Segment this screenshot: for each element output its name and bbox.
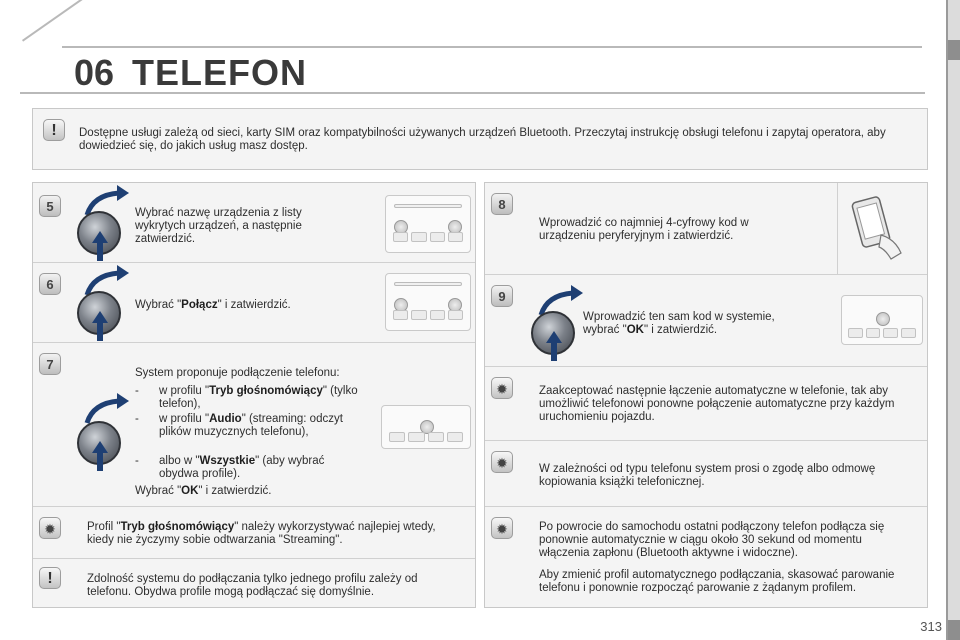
step-7-lead: System proponuje podłączenie telefonu:	[135, 367, 340, 379]
warning-icon: !	[43, 119, 65, 141]
confirm-post: " i zatwierdzić.	[198, 485, 272, 497]
header-diagonal-line	[22, 0, 89, 42]
item-1-pre: w profilu "	[159, 385, 210, 397]
tip-auto-accept-text: Zaakceptować następnie łączenie automatyczne w telefonie, tak aby umożliwić telefonowi ponowne połączenie automatyczne przy każdym uruchomieniu pojazdu.	[539, 385, 895, 423]
step-badge: 6	[39, 273, 61, 295]
step-6-text	[135, 299, 365, 312]
press-arrow-icon	[91, 311, 109, 341]
side-tab-band	[948, 620, 960, 640]
bullet-dash: -	[135, 385, 139, 397]
tip-phonebook-text: W zależności od typu telefonu system prosi o zgodę albo odmowę kopiowania książki telefonicznej.	[539, 463, 876, 488]
press-arrow-icon	[545, 331, 563, 361]
chapter-side-tab	[946, 0, 960, 640]
step-7	[33, 343, 475, 507]
warning-single-profile	[33, 559, 475, 607]
tip-reconnect	[485, 507, 927, 607]
step-5-text: Wybrać nazwę urządzenia z listy wykrytych urządzeń, a następnie zatwierdzić.	[135, 207, 302, 245]
item-2-post: " (streaming: odczyt plików muzycznych telefonu),	[159, 413, 343, 438]
press-arrow-icon	[91, 231, 109, 261]
right-column	[484, 182, 928, 608]
item-2-bold: Audio	[209, 413, 242, 425]
bullet-dash: -	[135, 455, 139, 467]
step-7-confirm	[135, 485, 375, 498]
radio-unit-image	[385, 195, 471, 253]
tip-profile-pre: Profil "	[87, 521, 121, 533]
step-9-text-pre: Wprowadzić ten sam kod w systemie, wybrać "	[583, 311, 775, 336]
step-badge: 8	[491, 193, 513, 215]
confirm-pre: Wybrać "	[135, 485, 182, 497]
chapter-title: TELEFON	[132, 52, 307, 93]
step-6-text-bold: Połącz	[181, 299, 218, 311]
tip-icon: ✹	[39, 517, 61, 539]
page-number: 313	[920, 619, 942, 634]
chapter-number: 06	[74, 52, 115, 93]
side-tab-band	[948, 40, 960, 60]
item-3-bold: Wszystkie	[199, 455, 256, 467]
column-divider	[837, 183, 838, 275]
step-badge: 5	[39, 195, 61, 217]
tip-profile-post: " należy wykorzystywać najlepiej wtedy, kiedy nie życzymy sobie odtwarzania "Streaming".	[87, 521, 436, 546]
radio-unit-image	[385, 273, 471, 331]
step-5	[33, 183, 475, 263]
step-9-text-post: " i zatwierdzić.	[643, 324, 718, 336]
step-7-item-1	[159, 385, 379, 411]
item-3-post: " (aby wybrać obydwa profile).	[159, 455, 325, 480]
item-3-pre: albo w "	[159, 455, 200, 467]
control-panel-image	[381, 405, 471, 449]
step-8-text: Wprowadzić co najmniej 4-cyfrowy kod w urządzeniu peryferyjnym i zatwierdzić.	[539, 217, 749, 242]
press-arrow-icon	[91, 441, 109, 471]
step-9-text	[583, 311, 813, 337]
warning-single-profile-text: Zdolność systemu do podłączania tylko jednego profilu zależy od telefonu. Obydwa profile mogą podłączać się domyślnie.	[87, 573, 418, 598]
step-badge: 7	[39, 353, 61, 375]
control-panel-image	[841, 295, 923, 345]
item-1-post: " (tylko telefon),	[159, 385, 358, 410]
tip-profile	[33, 507, 475, 559]
tip-profile-text	[87, 521, 457, 547]
step-9	[485, 275, 927, 367]
item-1-bold: Tryb głośnomówiący	[209, 385, 323, 397]
tip-icon: ✹	[491, 517, 513, 539]
step-6-text-post: " i zatwierdzić.	[217, 299, 291, 311]
intro-notice-box	[32, 108, 928, 170]
step-6	[33, 263, 475, 343]
bullet-dash: -	[135, 413, 139, 425]
tip-phonebook	[485, 441, 927, 507]
tip-profile-bold: Tryb głośnomówiący	[120, 521, 235, 533]
tip-icon: ✹	[491, 451, 513, 473]
step-badge: 9	[491, 285, 513, 307]
smartphone-icon	[851, 195, 911, 261]
step-9-text-bold: OK	[626, 324, 644, 336]
warning-icon: !	[39, 567, 61, 589]
tip-reconnect-text-1: Po powrocie do samochodu ostatni podłączony telefon podłącza się ponownie automatycznie w ciągu około 30 sekund od momentu włączenia zapłonu (Bluetooth aktywne i widoczne).	[539, 521, 885, 559]
tip-auto-accept	[485, 367, 927, 441]
left-column	[32, 182, 476, 608]
confirm-bold: OK	[181, 485, 199, 497]
step-8	[485, 183, 927, 275]
header-top-line	[62, 46, 922, 48]
step-7-item-3	[159, 455, 359, 481]
step-7-item-2	[159, 413, 359, 439]
tip-reconnect-text-2: Aby zmienić profil automatycznego podłączania, skasować parowanie telefonu i ponownie rozpocząć parowanie z żądanym profilem.	[539, 569, 895, 594]
step-6-text-pre: Wybrać "	[135, 299, 182, 311]
tip-icon: ✹	[491, 377, 513, 399]
item-2-pre: w profilu "	[159, 413, 210, 425]
intro-notice-text: Dostępne usługi zależą od sieci, karty SIM oraz kompatybilności używanych urządzeń Bluetooth. Przeczytaj instrukcję obsługi telefonu i zapytaj operatora, aby dowiedzieć się, do jakich usług masz dostęp.	[79, 127, 886, 152]
